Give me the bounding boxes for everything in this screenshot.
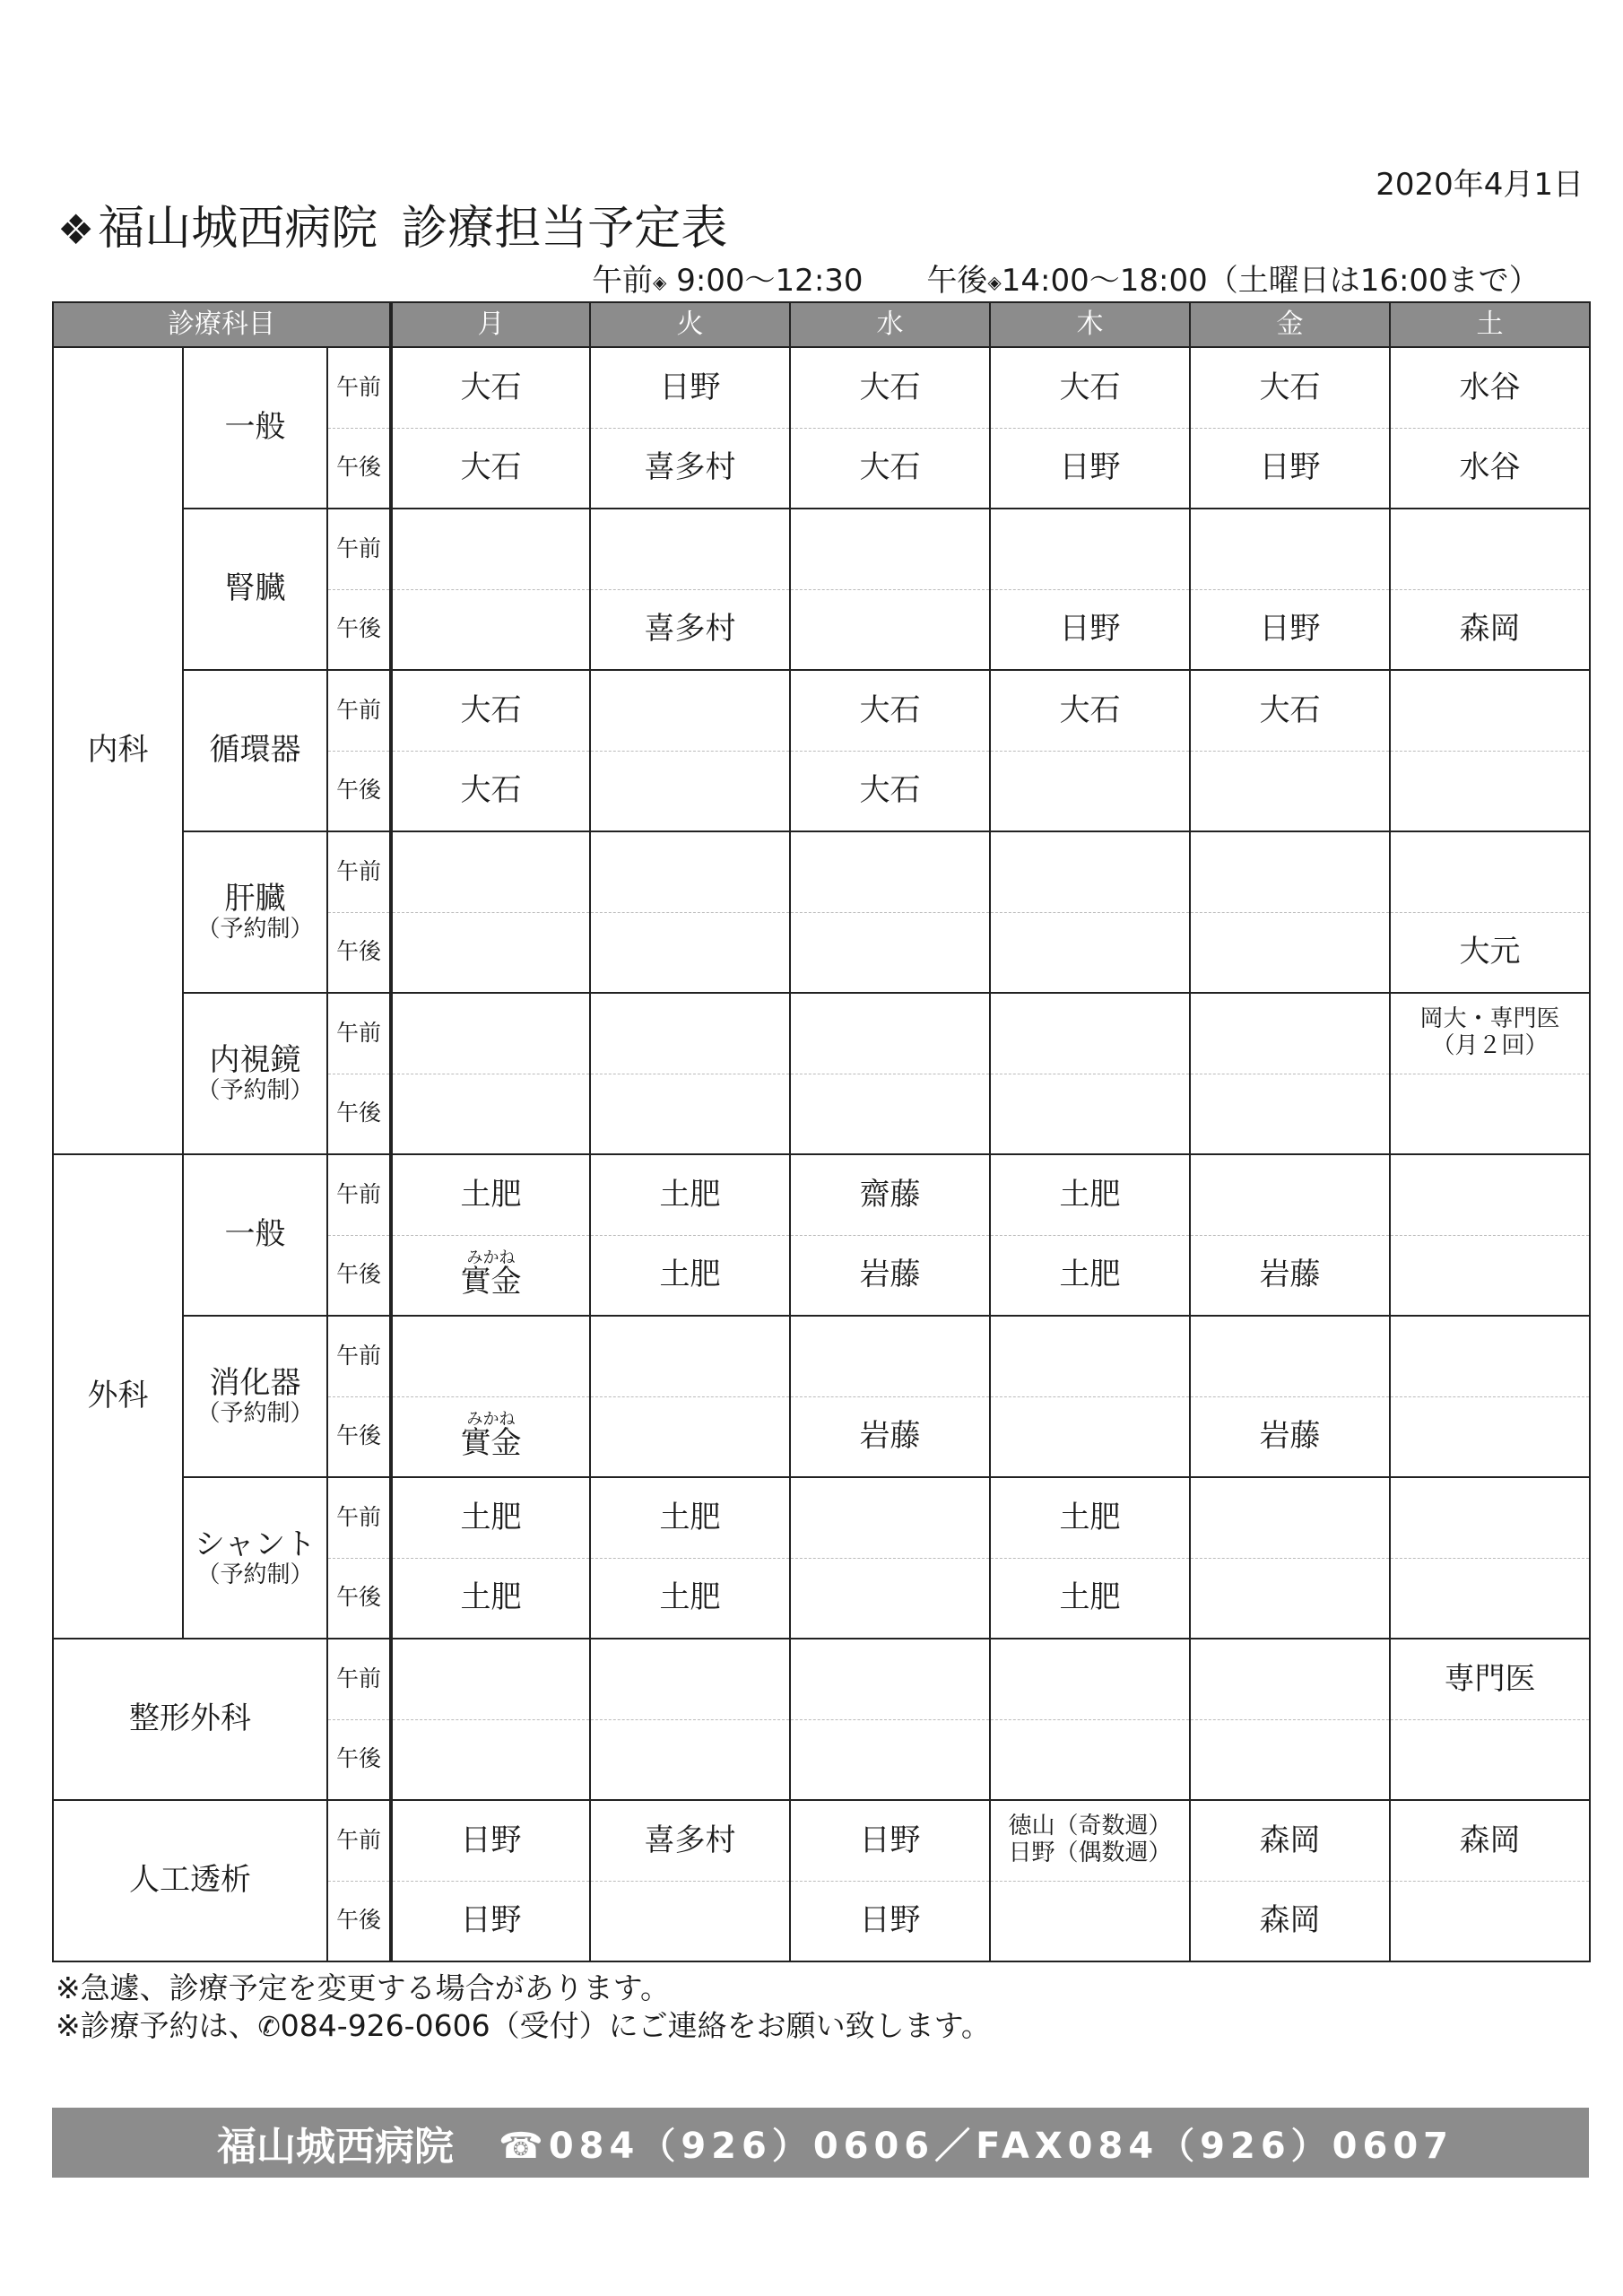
subject-name: 循環器 (209, 732, 301, 769)
ruby-name (461, 1250, 522, 1300)
schedule-cell (1190, 347, 1390, 428)
doctor-name: 大石 (859, 772, 921, 809)
am-time: 9:00～12:30 (676, 263, 864, 299)
table-row (53, 993, 1590, 1074)
schedule-cell (990, 589, 1190, 670)
ruby-base: 實金 (460, 1425, 522, 1462)
doctor-name: 水谷 (1459, 369, 1521, 405)
schedule-cell (990, 1235, 1190, 1316)
dept-cell: 外科 (53, 1154, 183, 1639)
slot-label-am: 午前 (327, 509, 391, 589)
schedule-cell (391, 1235, 590, 1316)
schedule-cell (1390, 1396, 1590, 1477)
schedule-cell (391, 912, 590, 993)
note-phone: 084-926-0606（受付）にご連絡をお願い致します。 (280, 2008, 991, 2043)
doctor-name: 日野 (659, 369, 721, 405)
subject-cell (183, 1316, 327, 1477)
schedule-cell (590, 831, 790, 912)
slot-label-am: 午前 (327, 1154, 391, 1235)
subject-name: 内視鏡 (209, 1041, 301, 1078)
schedule-cell (1390, 751, 1590, 831)
doctor-name: 森岡 (1459, 611, 1521, 648)
header-day: 水 (790, 302, 990, 347)
schedule-cell (990, 993, 1190, 1074)
schedule-cell (590, 670, 790, 751)
schedule-cell (790, 670, 990, 751)
schedule-cell (391, 751, 590, 831)
schedule-cell (1390, 509, 1590, 589)
schedule-cell (790, 347, 990, 428)
table-row (53, 1154, 1590, 1235)
schedule-cell (1390, 1074, 1590, 1154)
schedule-cell (391, 670, 590, 751)
doctor-name: 日野 (859, 1822, 921, 1858)
schedule-cell (790, 1477, 990, 1558)
doctor-name: 日野 (1259, 449, 1321, 486)
subject-name: 一般 (224, 409, 286, 446)
schedule-cell (590, 1881, 790, 1961)
doctor-name: 岩藤 (859, 1257, 921, 1293)
schedule-cell (590, 509, 790, 589)
schedule-cell (990, 1154, 1190, 1235)
schedule-cell (1390, 993, 1590, 1074)
schedule-cell (1190, 589, 1390, 670)
doctor-name: 大元 (1459, 934, 1521, 970)
doctor-name: 大石 (1259, 691, 1321, 728)
doctor-name: 土肥 (460, 1176, 522, 1213)
schedule-cell (590, 1558, 790, 1639)
doctor-name: 土肥 (1059, 1579, 1121, 1616)
schedule-cell (790, 1396, 990, 1477)
schedule-cell (1390, 1316, 1590, 1396)
slot-label-am: 午前 (327, 993, 391, 1074)
dept-cell: 人工透析 (53, 1800, 327, 1961)
schedule-cell (990, 1881, 1190, 1961)
schedule-cell (1390, 831, 1590, 912)
slot-label-am: 午前 (327, 347, 391, 428)
schedule-cell (590, 993, 790, 1074)
schedule-cell (590, 1235, 790, 1316)
schedule-cell (1390, 1558, 1590, 1639)
schedule-cell (590, 1074, 790, 1154)
doctor-name: 日野 (460, 1902, 522, 1939)
doctor-name: 大石 (1259, 369, 1321, 405)
schedule-cell (590, 1154, 790, 1235)
doctor-name: 水谷 (1459, 449, 1521, 486)
schedule-cell (790, 993, 990, 1074)
dept-cell: 内科 (53, 347, 183, 1154)
doctor-name: 土肥 (659, 1499, 721, 1535)
schedule-cell (790, 1558, 990, 1639)
schedule-cell (1190, 670, 1390, 751)
subject-note: （予約制） (196, 1399, 314, 1427)
schedule-cell (391, 993, 590, 1074)
slot-label-pm: 午後 (327, 912, 391, 993)
schedule-table (52, 301, 1591, 1962)
schedule-cell (990, 1558, 1190, 1639)
schedule-cell (590, 1639, 790, 1719)
schedule-cell (590, 1800, 790, 1881)
schedule-cell (790, 428, 990, 509)
slot-label-am: 午前 (327, 1639, 391, 1719)
schedule-cell (990, 1477, 1190, 1558)
schedule-cell (990, 1316, 1190, 1396)
schedule-cell (391, 1800, 590, 1881)
subject-cell (183, 993, 327, 1154)
doctor-name: 岩藤 (1259, 1257, 1321, 1293)
schedule-cell (590, 1396, 790, 1477)
doctor-name: 土肥 (1059, 1176, 1121, 1213)
schedule-cell (1390, 1881, 1590, 1961)
schedule-cell (990, 1639, 1190, 1719)
schedule-cell (391, 589, 590, 670)
subject-note: （予約制） (196, 915, 314, 943)
slot-label-am: 午前 (327, 1477, 391, 1558)
page-title (57, 190, 727, 257)
schedule-cell (391, 831, 590, 912)
note-line: ※急遽、診療予定を変更する場合があります。 (56, 1970, 671, 2005)
header-day: 金 (1190, 302, 1390, 347)
doctor-name: 森岡 (1459, 1822, 1521, 1858)
schedule-cell (790, 751, 990, 831)
schedule-cell (1390, 1719, 1590, 1800)
schedule-cell (1390, 589, 1590, 670)
doctor-name: 大石 (1059, 691, 1121, 728)
diamond-small-icon: ◈ (653, 271, 667, 293)
schedule-cell (1390, 1639, 1590, 1719)
table-row (53, 1639, 1590, 1719)
header-day: 火 (590, 302, 790, 347)
footer-contact: ☎084（926）0606／FAX084（926）0607 (499, 2125, 1454, 2167)
doctor-name: 大石 (460, 772, 522, 809)
doctor-name: 土肥 (659, 1176, 721, 1213)
doctor-name: 大石 (460, 449, 522, 486)
schedule-cell (1190, 509, 1390, 589)
schedule-cell (1190, 1477, 1390, 1558)
doctor-name: 土肥 (659, 1579, 721, 1616)
doctor-name: 齋藤 (859, 1176, 921, 1213)
schedule-cell (1390, 670, 1590, 751)
slot-label-pm: 午後 (327, 1074, 391, 1154)
table-row (53, 1477, 1590, 1558)
schedule-cell (1190, 831, 1390, 912)
subject-cell (183, 347, 327, 509)
am-label: 午前 (592, 263, 653, 299)
schedule-cell (391, 1316, 590, 1396)
doctor-name: 喜多村 (644, 1822, 736, 1858)
slot-label-pm: 午後 (327, 1396, 391, 1477)
schedule-cell (990, 1396, 1190, 1477)
slot-label-am: 午前 (327, 1316, 391, 1396)
header-day: 土 (1390, 302, 1590, 347)
schedule-cell (391, 1719, 590, 1800)
subject-cell (183, 1477, 327, 1639)
subject-cell (183, 831, 327, 993)
schedule-cell (990, 428, 1190, 509)
doctor-name: 岩藤 (859, 1418, 921, 1455)
schedule-cell (1390, 912, 1590, 993)
schedule-cell (990, 509, 1190, 589)
schedule-cell (1390, 1235, 1590, 1316)
doctor-name: 大石 (859, 691, 921, 728)
schedule-cell (391, 428, 590, 509)
hours-info (592, 256, 1540, 300)
doctor-name: 喜多村 (644, 449, 736, 486)
ruby-name (461, 1412, 522, 1461)
schedule-cell (1190, 1396, 1390, 1477)
note-line (56, 2007, 991, 2047)
subject-name: 腎臓 (224, 570, 286, 607)
subject-name: 一般 (224, 1216, 286, 1253)
slot-label-pm: 午後 (327, 1881, 391, 1961)
subject-name: 肝臓 (224, 880, 286, 917)
doctor-name: 岡大・専門医 （月２回） (1419, 1005, 1560, 1060)
table-header-row (53, 302, 1590, 347)
schedule-cell (590, 751, 790, 831)
schedule-cell (990, 751, 1190, 831)
doctor-name: 土肥 (460, 1499, 522, 1535)
schedule-cell (391, 1477, 590, 1558)
pm-time: 14:00～18:00（土曜日は16:00まで） (1001, 263, 1540, 299)
schedule-cell (1390, 1800, 1590, 1881)
schedule-cell (990, 347, 1190, 428)
slot-label-pm: 午後 (327, 1558, 391, 1639)
doctor-name: 日野 (1059, 611, 1121, 648)
subject-name: 消化器 (209, 1364, 301, 1401)
ruby-reading: みかね (466, 1248, 516, 1268)
header-day: 月 (391, 302, 590, 347)
phone-icon: ✆ (257, 2012, 281, 2043)
dept-cell: 整形外科 (53, 1639, 327, 1800)
schedule-cell (1190, 1558, 1390, 1639)
schedule-cell (391, 1881, 590, 1961)
schedule-cell (1190, 1154, 1390, 1235)
schedule-cell (590, 589, 790, 670)
schedule-cell (790, 1154, 990, 1235)
schedule-cell (790, 1235, 990, 1316)
schedule-cell (990, 670, 1190, 751)
doctor-name: 日野 (1259, 611, 1321, 648)
schedule-cell (790, 912, 990, 993)
table-row (53, 831, 1590, 912)
schedule-cell (590, 912, 790, 993)
subject-cell (183, 1154, 327, 1316)
slot-label-pm: 午後 (327, 1235, 391, 1316)
doctor-name: 土肥 (1059, 1499, 1121, 1535)
note-prefix: ※診療予約は、 (56, 2008, 258, 2043)
doctor-name: 大石 (859, 369, 921, 405)
slot-label-pm: 午後 (327, 1719, 391, 1800)
doctor-name: 森岡 (1259, 1902, 1321, 1939)
slot-label-am: 午前 (327, 1800, 391, 1881)
schedule-cell (790, 1881, 990, 1961)
schedule-cell (1190, 1316, 1390, 1396)
doctor-name: 専門医 (1444, 1660, 1536, 1697)
schedule-cell (391, 1154, 590, 1235)
schedule-cell (990, 1074, 1190, 1154)
schedule-cell (590, 1719, 790, 1800)
schedule-cell (1190, 1881, 1390, 1961)
schedule-cell (790, 1639, 990, 1719)
schedule-cell (790, 1316, 990, 1396)
header-dept: 診療科目 (53, 302, 391, 347)
schedule-cell (790, 509, 990, 589)
doctor-name: 喜多村 (644, 611, 736, 648)
ruby-base: 實金 (460, 1264, 522, 1300)
doctor-name: 大石 (460, 691, 522, 728)
hospital-name: 福山城西病院 (98, 202, 378, 256)
schedule-cell (990, 912, 1190, 993)
table-row (53, 509, 1590, 589)
table-row (53, 1800, 1590, 1881)
notes (56, 1970, 991, 2047)
schedule-cell (990, 1800, 1190, 1881)
schedule-cell (790, 1719, 990, 1800)
schedule-cell (1190, 1074, 1390, 1154)
schedule-cell (790, 831, 990, 912)
schedule-cell (590, 347, 790, 428)
doctor-name: 日野 (1059, 449, 1121, 486)
schedule-cell (1190, 1639, 1390, 1719)
pm-label: 午後 (926, 263, 988, 299)
subject-cell (183, 670, 327, 831)
schedule-cell (990, 1719, 1190, 1800)
schedule-cell (1190, 1235, 1390, 1316)
schedule-cell (1190, 751, 1390, 831)
doctor-name: 日野 (460, 1822, 522, 1858)
schedule-cell (391, 1074, 590, 1154)
schedule-cell (790, 1800, 990, 1881)
subject-cell (183, 509, 327, 670)
schedule-cell (391, 509, 590, 589)
subject-note: （予約制） (196, 1561, 314, 1588)
schedule-cell (1190, 1800, 1390, 1881)
doctor-name: 土肥 (460, 1579, 522, 1616)
doctor-name: 土肥 (1059, 1257, 1121, 1293)
schedule-cell (790, 1074, 990, 1154)
doctor-name: 土肥 (659, 1257, 721, 1293)
doctor-name: 徳山（奇数週） 日野（偶数週） (1008, 1813, 1172, 1867)
doctor-name: 日野 (859, 1902, 921, 1939)
schedule-cell (1390, 347, 1590, 428)
subject-name: シャント (194, 1526, 317, 1562)
slot-label-pm: 午後 (327, 751, 391, 831)
footer-hospital-name: 福山城西病院 (217, 2124, 454, 2170)
schedule-cell (590, 1316, 790, 1396)
doctor-name: 岩藤 (1259, 1418, 1321, 1455)
schedule-cell (1190, 993, 1390, 1074)
schedule-cell (1190, 912, 1390, 993)
header-day: 木 (990, 302, 1190, 347)
slot-label-am: 午前 (327, 670, 391, 751)
schedule-cell (1390, 428, 1590, 509)
schedule-cell (1390, 1154, 1590, 1235)
slot-label-am: 午前 (327, 831, 391, 912)
schedule-cell (790, 589, 990, 670)
doctor-name: 大石 (460, 369, 522, 405)
slot-label-pm: 午後 (327, 428, 391, 509)
schedule-cell (590, 1477, 790, 1558)
diamond-icon: ❖ (57, 205, 95, 254)
table-row (53, 347, 1590, 428)
schedule-title: 診療担当予定表 (401, 202, 728, 256)
diamond-small-icon: ◈ (987, 271, 1002, 293)
issue-date: 2020年4月1日 (1376, 167, 1584, 203)
schedule-cell (1190, 428, 1390, 509)
footer-bar (52, 2108, 1589, 2178)
schedule-cell (391, 1558, 590, 1639)
doctor-name: 大石 (859, 449, 921, 486)
schedule-cell (1390, 1477, 1590, 1558)
schedule-cell (391, 1396, 590, 1477)
table-row (53, 670, 1590, 751)
schedule-cell (990, 831, 1190, 912)
schedule-cell (391, 1639, 590, 1719)
doctor-name: 大石 (1059, 369, 1121, 405)
schedule-cell (1190, 1719, 1390, 1800)
ruby-reading: みかね (466, 1410, 516, 1430)
doctor-name: 森岡 (1259, 1822, 1321, 1858)
schedule-cell (590, 428, 790, 509)
table-row (53, 1316, 1590, 1396)
subject-note: （予約制） (196, 1076, 314, 1104)
slot-label-pm: 午後 (327, 589, 391, 670)
schedule-cell (391, 347, 590, 428)
